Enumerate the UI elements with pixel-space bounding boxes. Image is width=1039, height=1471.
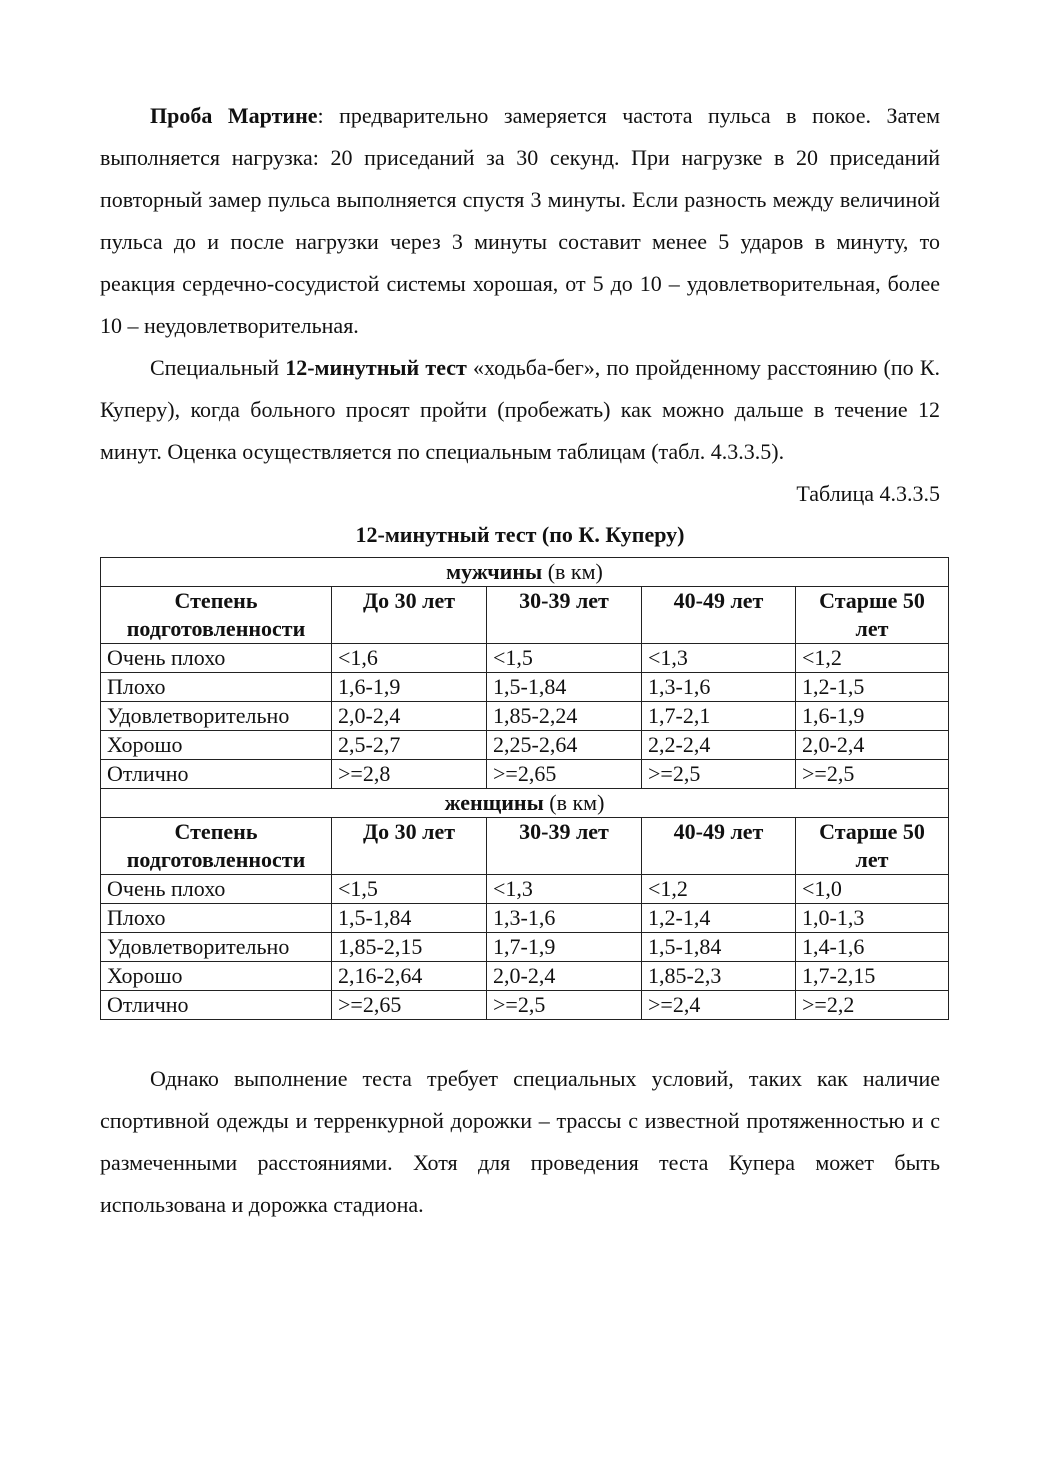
distance-cell: 1,85-2,24 xyxy=(487,702,642,731)
distance-cell: 1,5-1,84 xyxy=(332,904,487,933)
group-row-women xyxy=(101,789,949,818)
group-unit: (в км) xyxy=(543,790,605,815)
header-row xyxy=(101,587,949,644)
group-unit: (в км) xyxy=(542,559,603,584)
martinet-test-paragraph xyxy=(100,95,940,347)
cooper-test-table xyxy=(100,557,949,1020)
distance-cell: 1,7-2,15 xyxy=(796,962,949,991)
distance-cell: 1,6-1,9 xyxy=(796,702,949,731)
distance-cell: 1,5-1,84 xyxy=(487,673,642,702)
fitness-level-cell: Плохо xyxy=(101,673,332,702)
distance-cell: >=2,5 xyxy=(642,760,796,789)
column-header: Старше 50 лет xyxy=(796,818,949,875)
distance-cell: <1,5 xyxy=(332,875,487,904)
table-row xyxy=(101,702,949,731)
fitness-level-cell: Отлично xyxy=(101,760,332,789)
fitness-level-cell: Удовлетворительно xyxy=(101,933,332,962)
group-heading-women xyxy=(101,789,949,818)
distance-cell: 1,85-2,15 xyxy=(332,933,487,962)
distance-cell: >=2,2 xyxy=(796,991,949,1020)
distance-cell: 1,6-1,9 xyxy=(332,673,487,702)
distance-cell: 2,0-2,4 xyxy=(796,731,949,760)
fitness-level-cell: Плохо xyxy=(101,904,332,933)
table-row xyxy=(101,644,949,673)
table-row xyxy=(101,991,949,1020)
column-header: До 30 лет xyxy=(332,587,487,644)
table-row xyxy=(101,875,949,904)
distance-cell: 1,7-2,1 xyxy=(642,702,796,731)
distance-cell: >=2,4 xyxy=(642,991,796,1020)
martinet-test-text: : предварительно замеряется частота пульса в покое. Затем выполняется нагрузка: 20 приседаний за 30 секунд. При нагрузке в 20 приседаний повторный замер пульса выполняется спустя 3 минуты. Если разность между величиной пульса до и после нагрузки через 3 минуты составит менее 5 ударов в минуту, то реакция сердечно-сосудистой системы хорошая, от 5 до 10 – удовлетворительная, более 10 – неудовлетворительная. xyxy=(100,103,940,338)
distance-cell: >=2,65 xyxy=(332,991,487,1020)
table-number: Таблица 4.3.3.5 xyxy=(796,481,940,506)
distance-cell: 2,0-2,4 xyxy=(332,702,487,731)
distance-cell: 1,0-1,3 xyxy=(796,904,949,933)
distance-cell: 1,2-1,5 xyxy=(796,673,949,702)
distance-cell: <1,3 xyxy=(487,875,642,904)
distance-cell: 1,7-1,9 xyxy=(487,933,642,962)
header-row xyxy=(101,818,949,875)
distance-cell: 2,16-2,64 xyxy=(332,962,487,991)
fitness-level-cell: Хорошо xyxy=(101,962,332,991)
column-header: До 30 лет xyxy=(332,818,487,875)
distance-cell: 1,3-1,6 xyxy=(487,904,642,933)
distance-cell: >=2,8 xyxy=(332,760,487,789)
column-header: 30-39 лет xyxy=(487,587,642,644)
distance-cell: <1,0 xyxy=(796,875,949,904)
column-header: 40-49 лет xyxy=(642,818,796,875)
fitness-level-cell: Очень плохо xyxy=(101,644,332,673)
distance-cell: <1,2 xyxy=(796,644,949,673)
distance-cell: <1,3 xyxy=(642,644,796,673)
table-row xyxy=(101,760,949,789)
group-label: женщины xyxy=(444,790,544,815)
table-row xyxy=(101,962,949,991)
column-header: Степень подготовленности xyxy=(101,587,332,644)
column-header: Старше 50 лет xyxy=(796,587,949,644)
cooper-test-text: «ходьба-бег», по пройденному расстоянию (по К. Куперу), когда больного просят пройти (пробежать) как можно дальше в течение 12 минут. Оценка осуществляется по специальным таблицам (табл. 4.3.3.5). xyxy=(100,355,940,464)
distance-cell: >=2,5 xyxy=(796,760,949,789)
distance-cell: 1,2-1,4 xyxy=(642,904,796,933)
martinet-test-term: Проба Мартине xyxy=(150,103,318,128)
distance-cell: 1,3-1,6 xyxy=(642,673,796,702)
fitness-level-cell: Удовлетворительно xyxy=(101,702,332,731)
distance-cell: >=2,65 xyxy=(487,760,642,789)
fitness-level-cell: Очень плохо xyxy=(101,875,332,904)
cooper-test-paragraph xyxy=(100,347,940,473)
distance-cell: >=2,5 xyxy=(487,991,642,1020)
fitness-level-cell: Отлично xyxy=(101,991,332,1020)
distance-cell: 1,4-1,6 xyxy=(796,933,949,962)
distance-cell: <1,5 xyxy=(487,644,642,673)
group-row-men xyxy=(101,558,949,587)
table-row xyxy=(101,933,949,962)
column-header: Степень подготовленности xyxy=(101,818,332,875)
cooper-test-term: 12-минутный тест xyxy=(285,355,467,380)
distance-cell: <1,2 xyxy=(642,875,796,904)
conclusion-paragraph: Однако выполнение теста требует специальных условий, таких как наличие спортивной одежды и терренкурной дорожки – трассы с известной протяженностью и с размеченными расстояниями. Хотя для проведения теста Купера может быть использована и дорожка стадиона. xyxy=(100,1066,940,1217)
cooper-table-body xyxy=(101,558,949,1020)
table-row xyxy=(101,731,949,760)
group-label: мужчины xyxy=(446,559,543,584)
distance-cell: 2,5-2,7 xyxy=(332,731,487,760)
table-row xyxy=(101,904,949,933)
distance-cell: 2,0-2,4 xyxy=(487,962,642,991)
distance-cell: 1,85-2,3 xyxy=(642,962,796,991)
column-header: 30-39 лет xyxy=(487,818,642,875)
distance-cell: 2,2-2,4 xyxy=(642,731,796,760)
document-page xyxy=(100,95,940,1226)
distance-cell: <1,6 xyxy=(332,644,487,673)
fitness-level-cell: Хорошо xyxy=(101,731,332,760)
group-heading-men xyxy=(101,558,949,587)
table-title: 12-минутный тест (по К. Куперу) xyxy=(355,522,685,547)
column-header: 40-49 лет xyxy=(642,587,796,644)
table-row xyxy=(101,673,949,702)
cooper-test-text-start: Специальный xyxy=(150,355,286,380)
distance-cell: 2,25-2,64 xyxy=(487,731,642,760)
distance-cell: 1,5-1,84 xyxy=(642,933,796,962)
